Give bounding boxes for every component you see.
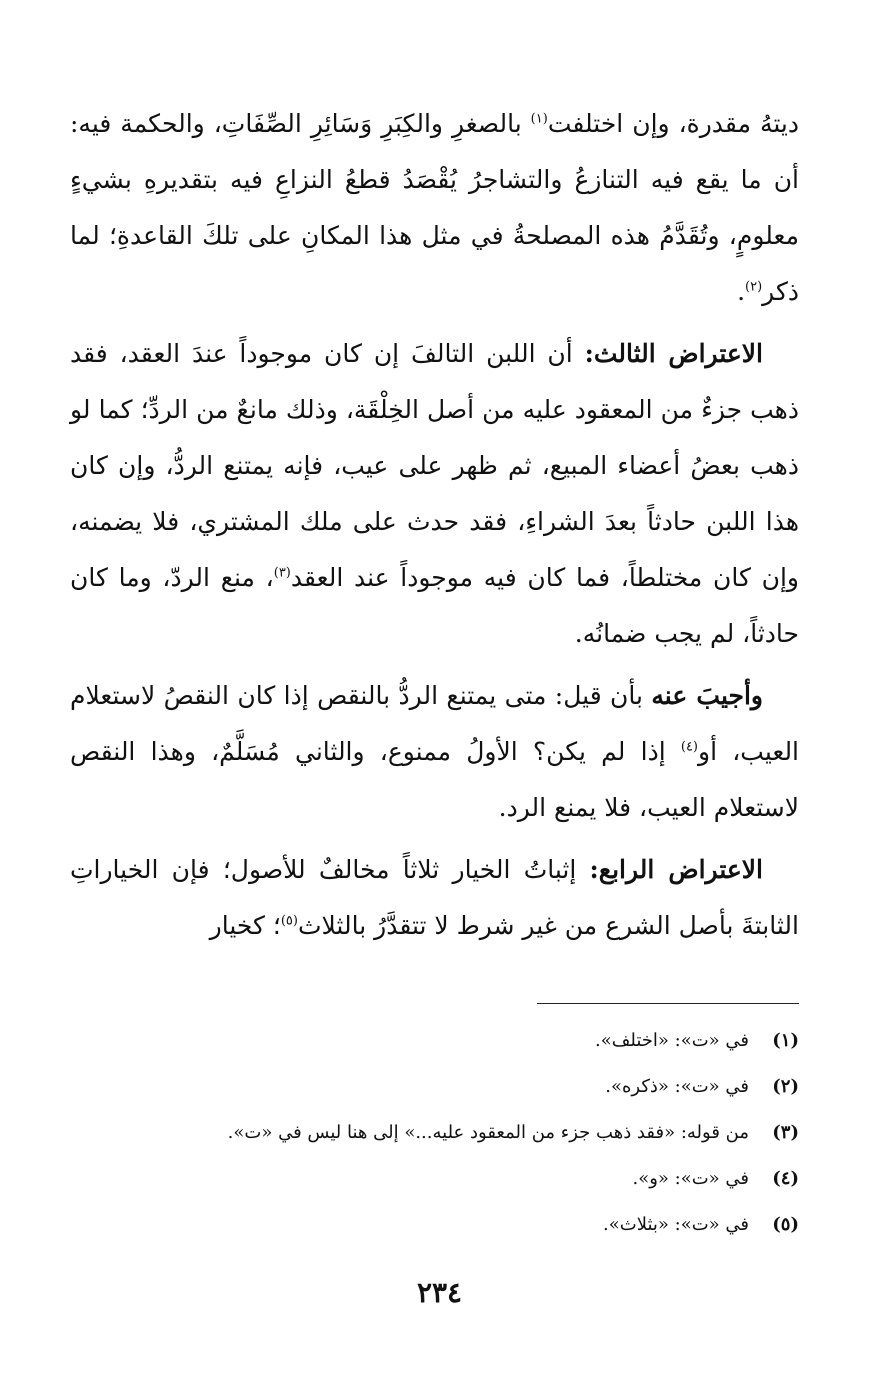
paragraph-3-heading: وأجيبَ عنه <box>651 681 763 710</box>
footnote-text: في «ت»: «و». <box>632 1168 749 1189</box>
footnote-ref-2[interactable]: (٢) <box>745 279 763 295</box>
footnote-text: في «ت»: «ذكره». <box>605 1076 749 1097</box>
footnote-number: (٤) <box>772 1168 799 1189</box>
paragraph-4-text-a: إثباتُ الخيار ثلاثاً مخالفٌ للأصول؛ فإن الخياراتِ الثابتةَ بأصل الشرع من غير شرط لا تتقدَّرُ بالثلاث <box>70 855 799 940</box>
paragraph-2-text-b: ، منع الردّ، وما كان حادثاً، لم يجب ضمانُه. <box>70 563 799 648</box>
footnote-ref-5[interactable]: (٥) <box>280 913 298 929</box>
paragraph-3-text-a: بأن قيل: متى يمتنع الردُّ بالنقص إذا كان النقصُ لاستعلام العيب، أو <box>70 681 800 766</box>
footnote-5 <box>70 1202 799 1248</box>
paragraph-4-heading: الاعتراض الرابع: <box>589 855 763 884</box>
footnote-1 <box>70 1018 799 1064</box>
footnote-divider <box>537 1003 799 1004</box>
paragraph-1-text-c: . <box>737 277 746 306</box>
paragraph-1-text-b: بالصغرِ والكِبَرِ وَسَائِرِ الصِّفَاتِ، والحكمة فيه: أن ما يقع فيه التنازعُ والتشاجرُ يُقْصَدُ قطعُ النزاعِ فيه بتقديرهِ بشيءٍ معلومٍ، وتُقَدَّمُ هذه المصلحةُ في مثل هذا المكانِ على تلكَ القاعدةِ؛ لما ذكر <box>70 109 799 306</box>
paragraph-3-text-b: إذا لم يكن؟ الأولُ ممنوع، والثاني مُسَلَّمٌ، وهذا النقص لاستعلام العيب، فلا يمنع الرد. <box>70 737 799 822</box>
footnote-number: (١) <box>772 1030 799 1051</box>
footnote-text: من قوله: «فقد ذهب جزء من المعقود عليه...» إلى هنا ليس في «ت». <box>227 1122 749 1143</box>
paragraph-3 <box>70 668 799 836</box>
footnote-ref-1[interactable]: (١) <box>530 111 548 127</box>
footnote-ref-3[interactable]: (٣) <box>273 565 291 581</box>
paragraph-1 <box>70 96 799 320</box>
paragraph-2-text-a: أن اللبن التالفَ إن كان موجوداً عندَ العقد، فقد ذهب جزءٌ من المعقود عليه من أصل الخِلْقَة، وذلك مانعٌ من الردِّ؛ كما لو ذهب بعضُ أعضاء المبيع، ثم ظهر على عيب، فإنه يمتنع الردُّ، وإن كان هذا اللبن حادثاً بعدَ الشراءِ، فقد حدث على ملك المشتري، فلا يضمنه، وإن كان مختلطاً، فما كان فيه موجوداً عند العقد <box>70 339 799 592</box>
main-text <box>70 96 799 960</box>
footnote-number: (٢) <box>772 1076 799 1097</box>
footnotes <box>70 1018 799 1248</box>
footnote-text: في «ت»: «بثلاث». <box>603 1214 749 1235</box>
page-number: ٢٣٤ <box>416 1276 463 1309</box>
footnote-number: (٥) <box>772 1214 799 1235</box>
footnote-3 <box>70 1110 799 1156</box>
footnote-2 <box>70 1064 799 1110</box>
footnote-4 <box>70 1156 799 1202</box>
footnote-ref-4[interactable]: (٤) <box>680 739 698 755</box>
paragraph-2 <box>70 326 799 662</box>
paragraph-2-heading: الاعتراض الثالث: <box>584 339 763 368</box>
paragraph-4-text-b: ؛ كخيار <box>209 911 281 940</box>
footnote-number: (٣) <box>772 1122 799 1143</box>
paragraph-1-text-a: ديتهُ مقدرة، وإن اختلفت <box>547 109 799 138</box>
footnote-text: في «ت»: «اختلف». <box>595 1030 749 1051</box>
paragraph-4 <box>70 842 799 954</box>
